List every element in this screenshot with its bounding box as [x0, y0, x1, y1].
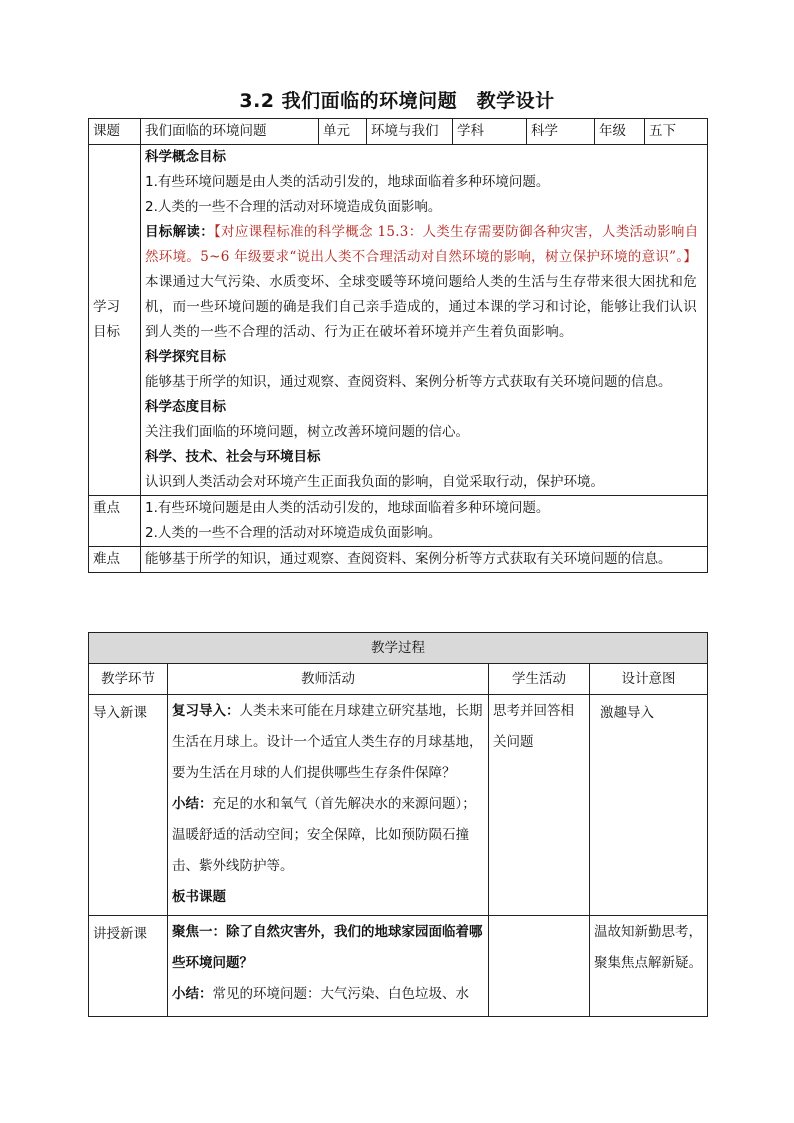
subject-value: 科学 [527, 119, 595, 145]
student-new-lesson [489, 916, 590, 1017]
concept-goal-heading: 科学概念目标 [145, 149, 226, 165]
sts-goal-heading: 科学、技术、社会与环境目标 [145, 449, 321, 465]
interpretation-heading: 目标解读： [145, 224, 214, 240]
teacher-intro [168, 695, 489, 916]
process-header: 教学过程 [89, 633, 708, 664]
intro-summary-text: 充足的水和氧气（首先解决水的来源问题）；温暖舒适的活动空间；安全保障，比如预防陨石撞击、紫外线防护等。 [172, 796, 476, 874]
difficulty-text: 能够基于所学的知识，通过观察、查阅资料、案例分析等方式获取有关环境问题的信息。 [141, 547, 708, 573]
new-lesson-summary [172, 979, 484, 1010]
unit-value: 环境与我们 [367, 119, 453, 145]
col-intent: 设计意图 [590, 664, 708, 695]
unit-label: 单元 [319, 119, 367, 145]
intent-intro: 激趣导入 [590, 695, 708, 916]
col-stage: 教学环节 [89, 664, 168, 695]
topic-value: 我们面临的环境问题 [141, 119, 319, 145]
document-title: 3.2 我们面临的环境问题 教学设计 [239, 90, 555, 112]
goal-interpretation [145, 220, 703, 270]
col-teacher: 教师活动 [168, 664, 489, 695]
new-lesson-summary-text: 常见的环境问题：大气污染、白色垃圾、水 [212, 986, 469, 1002]
inquiry-goal-heading: 科学探究目标 [145, 349, 226, 365]
intent-new-lesson: 温故知新勤思考，聚集焦点解新疑。 [590, 916, 708, 1017]
grade-label: 年级 [595, 119, 645, 145]
intro-summary [172, 789, 484, 882]
interpretation-paragraph: 本课通过大气污染、水质变坏、全球变暖等环境问题给人类的生活与生存带来很大困扰和危机，而一些环境问题的确是我们自己亲手造成的，通过本课的学习和讨论，能够让我们认识到人类的一些不合理的活动、行为正在破坏着环境并产生着负面影响。 [145, 274, 697, 340]
key-point-content [141, 496, 708, 547]
sts-goal-text: 认识到人类活动会对环境产生正面我负面的影响，自觉采取行动，保护环境。 [145, 474, 604, 490]
attitude-goal-text: 关注我们面临的环境问题，树立改善环境问题的信心。 [145, 424, 469, 440]
key-point-2: 2.人类的一些不合理的活动对环境造成负面影响。 [145, 525, 442, 541]
teacher-new-lesson [168, 916, 489, 1017]
goals-label: 学习 目标 [89, 145, 141, 496]
new-lesson-summary-heading: 小结： [172, 986, 213, 1002]
goals-content [141, 145, 708, 496]
focus-one: 聚焦一：除了自然灾害外，我们的地球家园面临着哪些环境问题？ [172, 924, 483, 971]
subject-label: 学科 [453, 119, 527, 145]
interpretation-text: 【对应课程标准的科学概念 15.3：人类生存需要防御各种灾害，人类活动影响自然环境。5~6 年级要求“说出人类不合理活动对自然环境的影响，树立保护环境的意识”。】 [145, 224, 699, 265]
review-intro-heading: 复习导入： [172, 703, 240, 719]
review-intro [172, 696, 484, 789]
review-intro-text: 人类未来可能在月球建立研究基地，长期生活在月球上。设计一个适宜人类生存的月球基地，要为生活在月球的人们提供哪些生存条件保障？ [172, 703, 483, 781]
intro-summary-heading: 小结： [172, 796, 213, 812]
topic-label: 课题 [89, 119, 141, 145]
process-table [88, 632, 708, 1017]
key-point-label: 重点 [89, 496, 141, 547]
attitude-goal-heading: 科学态度目标 [145, 399, 226, 415]
concept-goal-2: 2.人类的一些不合理的活动对环境造成负面影响。 [145, 199, 442, 215]
grade-value: 五下 [645, 119, 708, 145]
difficulty-label: 难点 [89, 547, 141, 573]
col-student: 学生活动 [489, 664, 590, 695]
board-title: 板书课题 [172, 889, 226, 905]
stage-intro: 导入新课 [89, 695, 168, 916]
inquiry-goal-text: 能够基于所学的知识，通过观察、查阅资料、案例分析等方式获取有关环境问题的信息。 [145, 374, 672, 390]
concept-goal-1: 1.有些环境问题是由人类的活动引发的，地球面临着多种环境问题。 [145, 174, 550, 190]
student-intro: 思考并回答相关问题 [489, 695, 590, 916]
key-point-1: 1.有些环境问题是由人类的活动引发的，地球面临着多种环境问题。 [145, 500, 550, 516]
info-table [88, 118, 708, 573]
stage-new-lesson: 讲授新课 [89, 916, 168, 1017]
